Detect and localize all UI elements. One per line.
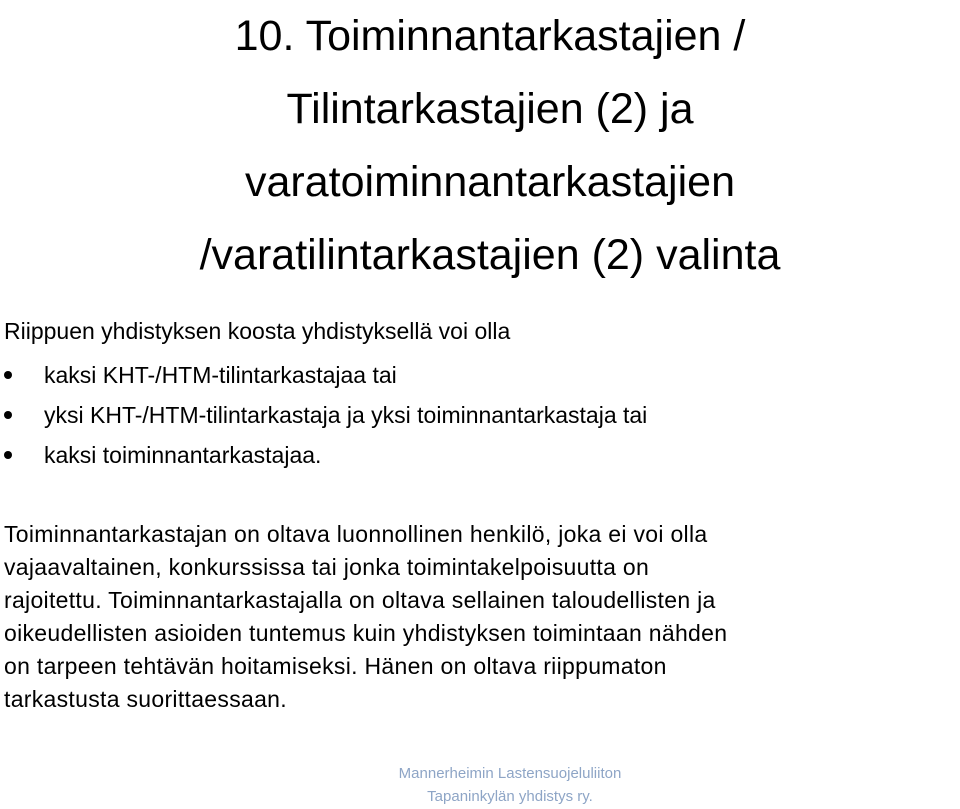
title-line: 10. Toiminnantarkastajien / [234, 12, 746, 60]
title-line: Tilintarkastajien (2) ja [286, 85, 694, 133]
footer-association: Tapaninkylän yhdistys ry. [427, 788, 593, 805]
body-paragraph [4, 518, 960, 716]
bullet-text: kaksi toiminnantarkastajaa. [44, 442, 322, 468]
paragraph-line: on tarpeen tehtävän hoitamiseksi. Hänen on oltava riippumaton [4, 653, 667, 679]
intro-text: Riippuen yhdistyksen koosta yhdistyksellä voi olla [4, 318, 511, 344]
bullet-icon [4, 371, 12, 379]
paragraph-line: oikeudellisten asioiden tuntemus kuin yhdistyksen toimintaan nähden [4, 620, 728, 646]
title-line: /varatilintarkastajien (2) valinta [199, 231, 781, 279]
paragraph-line: vajaavaltainen, konkurssissa tai jonka toimintakelpoisuutta on [4, 554, 650, 580]
bullet-icon [4, 411, 12, 419]
slide-title [80, 0, 900, 292]
bullet-text: yksi KHT-/HTM-tilintarkastaja ja yksi toiminnantarkastaja tai [44, 402, 648, 428]
paragraph-line: rajoitettu. Toiminnantarkastajalla on oltava sellainen taloudellisten ja [4, 587, 716, 613]
footer-organization: Mannerheimin Lastensuojeluliiton [398, 765, 622, 782]
paragraph-line: tarkastusta suorittaessaan. [4, 686, 287, 712]
bullet-text: kaksi KHT-/HTM-tilintarkastajaa tai [44, 362, 397, 388]
bullet-icon [4, 451, 12, 459]
paragraph-line: Toiminnantarkastajan on oltava luonnollinen henkilö, joka ei voi olla [4, 521, 708, 547]
title-line: varatoiminnantarkastajien [245, 158, 735, 206]
slide-footer [300, 762, 720, 808]
